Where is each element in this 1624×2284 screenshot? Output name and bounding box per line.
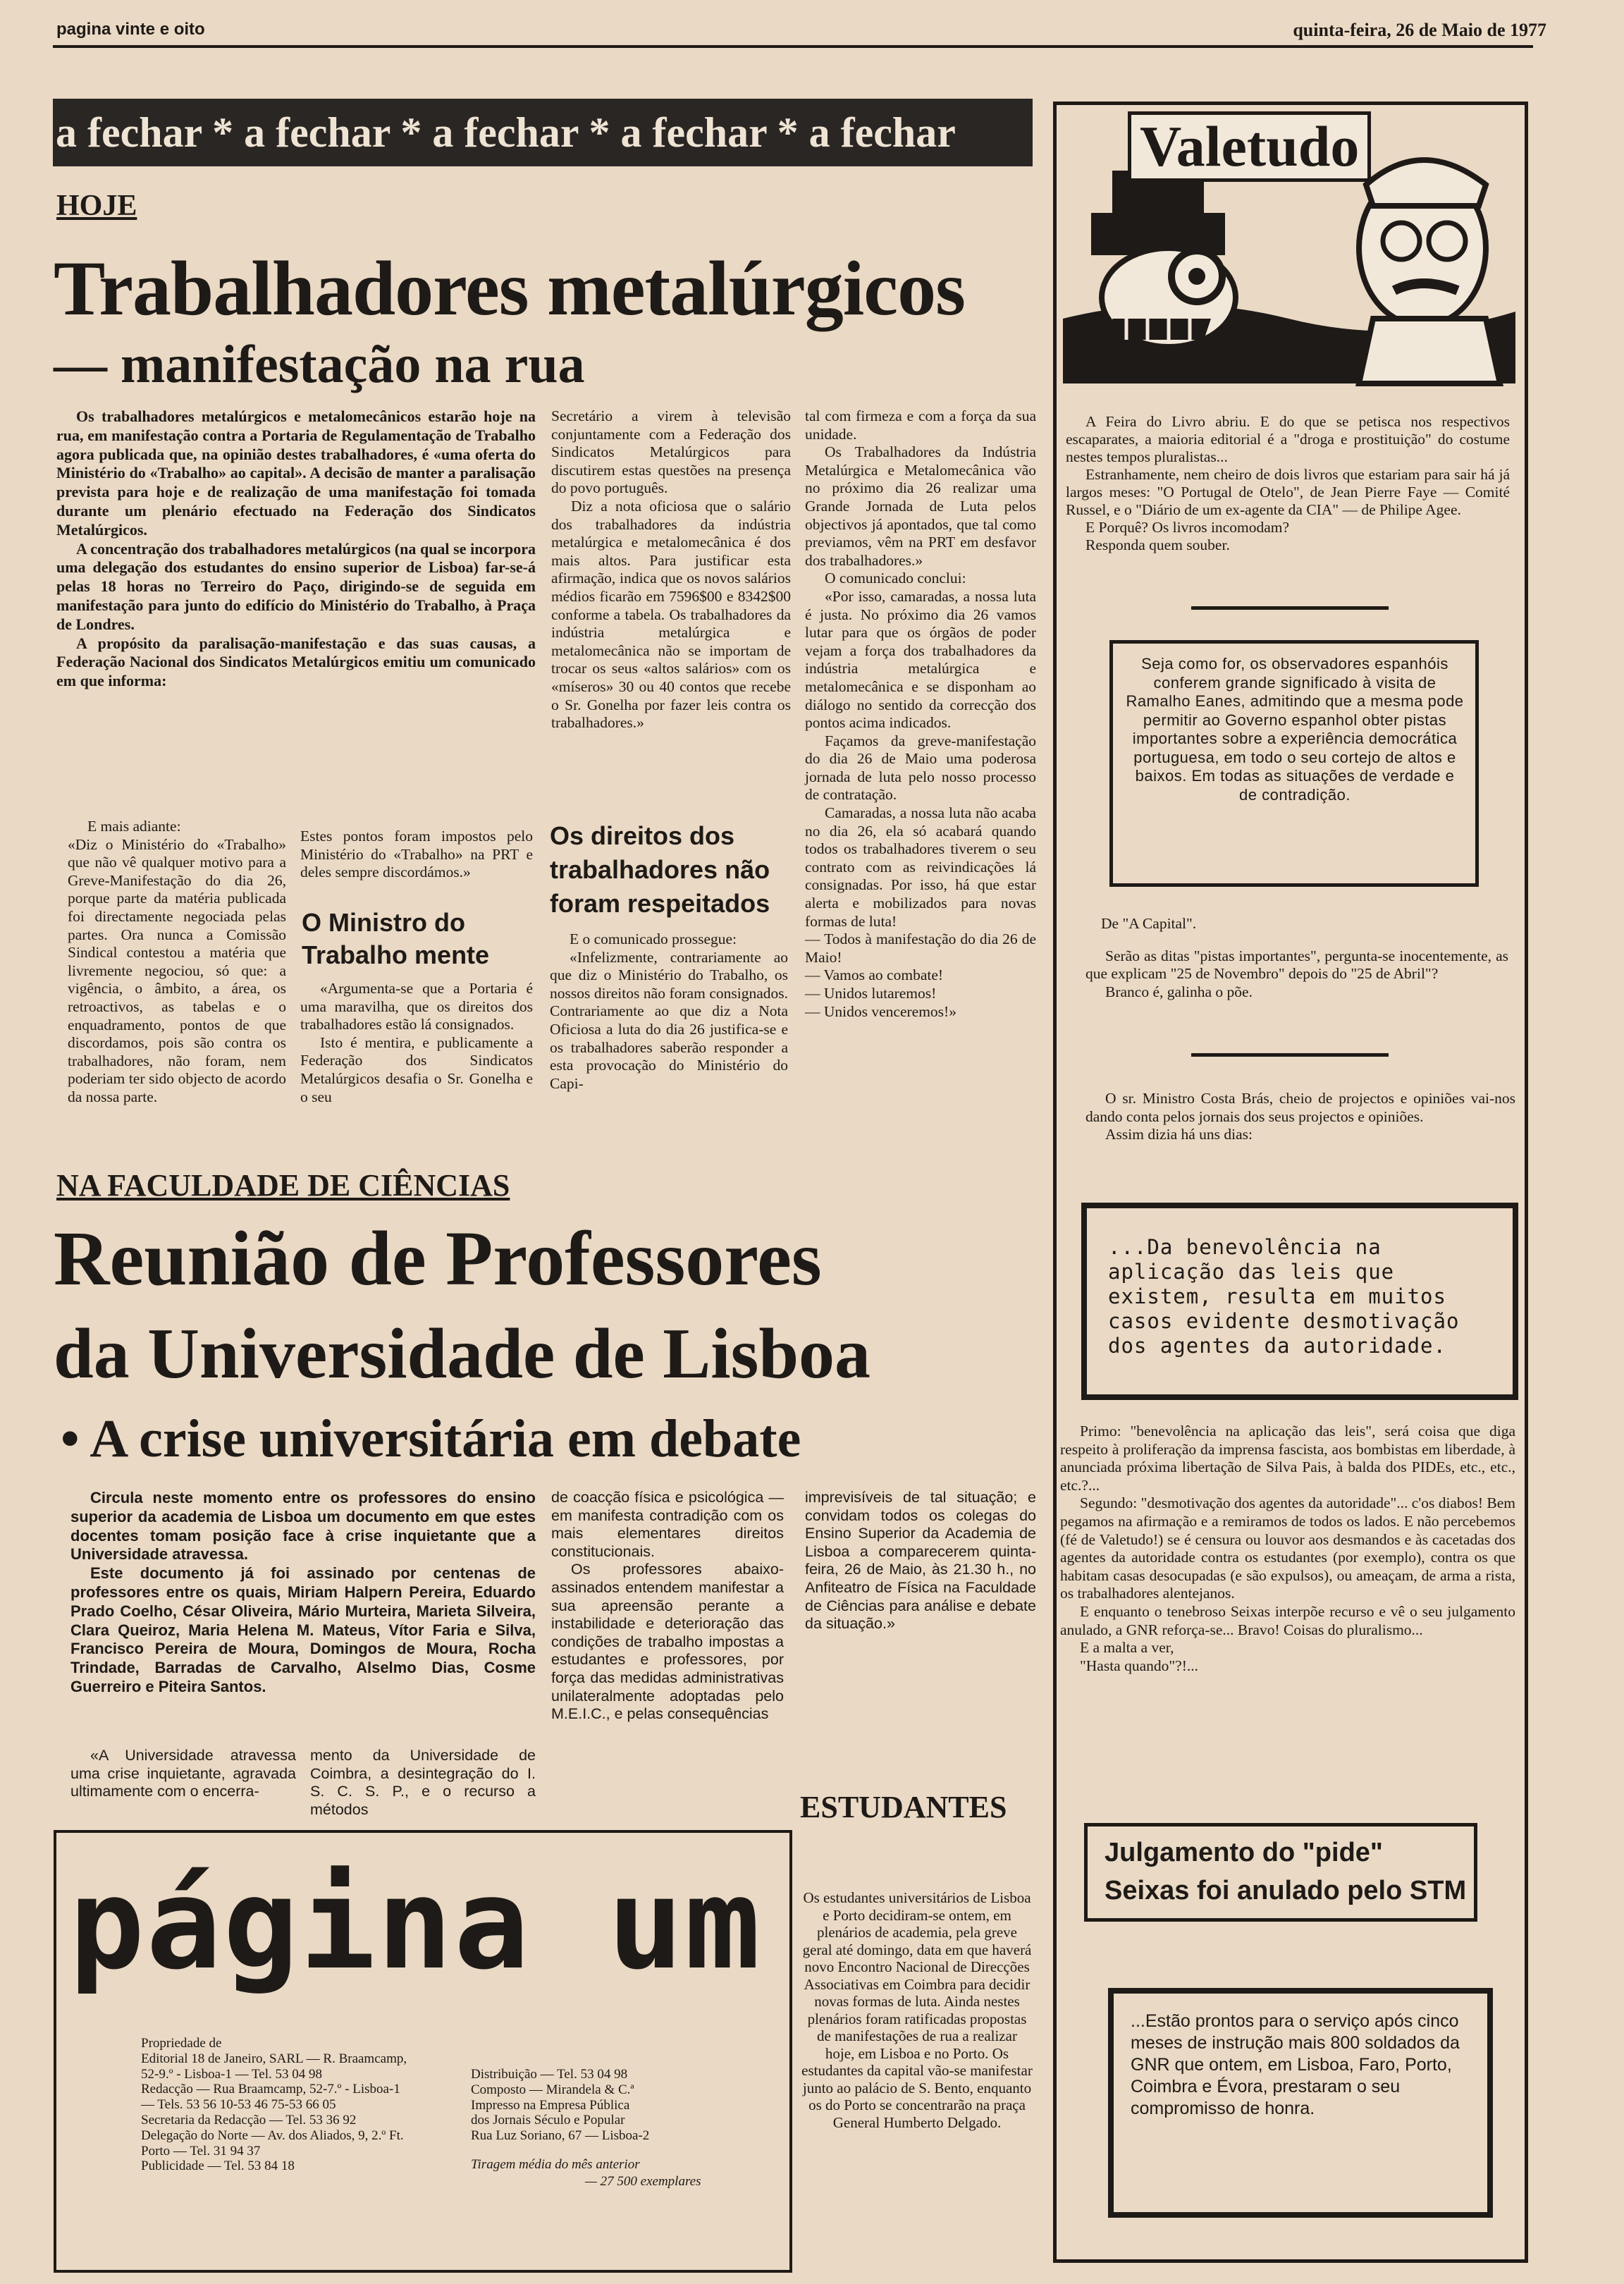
estudantes-body: Os estudantes universitários de Lisboa e Porto decidiram-se ontem, em plenários de academia, pela greve geral até domingo, data em que haverá novo Encontro Nacional de Direcções Associativas em Coimbra para decidir novas formas de luta. Ainda nestes plenários foram ratificadas propostas de manifestações de rua a realizar hoje, em Lisboa e no Porto. Os estudantes da capital vão-se manifestar junto ao palácio de S. Bento, enquanto os do Porto se concentrarão na praça General Humberto Delgado. (801, 1889, 1033, 2131)
valetudo-rule-2 (1191, 1053, 1389, 1057)
valetudo-p4: Primo: "benevolência na aplicação das leis", será coisa que diga respeito à proliferação da imprensa fascista, aos bombistas em liberdade, à anunciada próxima libertação de Silva Pais, à balda dos PIDEs, etc., etc., etc.?... Segundo: "desmotivação dos agentes da autoridade"... c'os diabos! Bem pegamos na afirmação e a remiramos de todos os lados. E não percebemos (fé de Valetudo!) se é censura ou louvor aos desmandos e às cacetadas dos agentes da autoridade contra os estudantes (por exemplo), contra os que habitam casas desocupadas (e são expulsos), ou ameaçam, de arma a rista, os trabalhadores alentejanos. E enquanto o tenebroso Seixas interpõe recurso e vê o seu julgamento anulado, a GNR reforça-se... Bravo! Coisas do pluralismo... E a malta a ver, "Hasta quando"?!... (1060, 1423, 1515, 1674)
ciencias-headline-3: • A crise universitária em debate (61, 1409, 801, 1468)
metal-subcol2-bottom: «Argumenta-se que a Portaria é uma maravilha, que os direitos dos trabalhadores estão lá consignados. Isto é mentira, e publicamente a Federação dos Sindicatos Metalúrgicos desafia o Sr. Gonelha e o seu (300, 980, 533, 1105)
fechar-banner-text: a fechar * a fechar * a fechar * a fechar * a fechar (56, 109, 956, 156)
page-label: pagina vinte e oito (56, 20, 205, 39)
valetudo-rule-1 (1191, 606, 1389, 610)
valetudo-p1: A Feira do Livro abriu. E do que se petisca nos respectivos escaparates, a maioria editorial é a "droga e prostituição" do costume nestes tempos pluralistas... Estranhamente, nem cheiro de dois livros que estariam para sair há já largos meses: "O Portugal de Otelo", de Jean Pierre Faye — Comité Russel, e o "Diário de um ex-agente da CIA" — de Philipe Agee. E Porquê? Os livros incomodam? Responda quem souber. (1066, 413, 1510, 553)
subhead-direitos: Os direitos dos trabalhadores não foram respeitados (550, 821, 770, 918)
pide-headline-box (1084, 1823, 1477, 1922)
valetudo-title: Valetudo (1128, 111, 1371, 182)
quote-2-text: ...Da benevolência na aplicação das leis que existem, resulta em muitos casos evidente desmotivação dos agentes da autoridade. (1108, 1235, 1460, 1358)
ciencias-col1b: mento da Universidade de Coimbra, a desintegração do I. S. C. S. P., e o recurso a métodos (310, 1747, 536, 1818)
issue-date: quinta-feira, 26 de Maio de 1977 (1293, 20, 1546, 40)
metal-subcol1: E mais adiante: «Diz o Ministério do «Trabalho» que não vê qualquer motivo para a Greve-Manifestação do dia 26, porque parte da matéria publicada foi directamente negociada pelas partes. Ora nunca a Comissão Sindical contestou a matéria que livremente negociou, só que: a vigência, o âmbito, a área, os retroactivos, as tabelas e o enquadramento, pontos de que discordamos, pois são contra os trabalhadores, não foram, nem poderiam ter sido objecto de acordo da nossa parte. (68, 818, 286, 1105)
pide-headline: Julgamento do "pide" Seixas foi anulado pelo STM (1105, 1838, 1467, 1905)
valetudo-p3: O sr. Ministro Costa Brás, cheio de projectos e opiniões vai-nos dando conta pelos jornais dos seus projectos e opiniões. Assim dizia há uns dias: (1085, 1090, 1515, 1143)
ciencias-col2: de coacção física e psicológica — em manifesta contradição com os mais elementares direitos constitucionais. Os professores abaixo-assinados entendem manifestar a sua apreensão perante a instabilidade e deterioração das condições de trabalho impostas a estudantes e professores, por força das medidas administrativas unilateralmente adoptadas pelo M.E.I.C., e pelas consequências (551, 1489, 784, 1723)
masthead-right: Distribuição — Tel. 53 04 98 Composto — Mirandela & C.ª Impresso na Empresa Pública dos Jornais Século e Popular Rua Luz Soriano, 67 — Lisboa-2 (471, 2067, 650, 2144)
metal-subheadline: — manifestação na rua (54, 335, 585, 394)
quote-box-3 (1108, 1988, 1493, 2218)
valetudo-p2: De "A Capital". Serão as ditas "pistas importantes", pergunta-se inocentemente, as que explicam "25 de Novembro" depois do "25 de Abril"? Branco é, galinha o põe. (1085, 915, 1508, 1000)
metal-col1: Os trabalhadores metalúrgicos e metalomecânicos estarão hoje na rua, em manifestação contra a Portaria de Regulamentação de Trabalho agora publicada que, na opinião destes trabalhadores, é «uma oferta do Ministério do «Trabalho» ao capital». A decisão de manter a paralisação prevista para hoje e de realização de uma manifestação foi tomada durante um plenário efectuado na Federação dos Sindicatos Metalúrgicos. A concentração dos trabalhadores metalúrgicos (na qual se incorpora uma delegação dos estudantes do ensino superior de Lisboa) far-se-á pelas 18 horas no Terreiro do Paço, dirigindo-se de seguida em manifestação para junto do edifício do Ministério do Trabalho, à Praça de Londres. A propósito da paralisação-manifestação e das suas causas, a Federação Nacional dos Sindicatos Metalúrgicos emitiu um comunicado em que informa: (56, 407, 536, 690)
ciencias-col3: imprevisíveis de tal situação; e convidam todos os colegas do Ensino Superior da Academia de Lisboa a comparecerem quinta-feira, 26 de Maio, às 21.30 h., no Anfiteatro de Física na Faculdade de Ciências para análise e debate da situação.» (805, 1489, 1036, 1633)
quote-box-2 (1081, 1203, 1518, 1400)
ciencias-kicker: NA FACULDADE DE CIÊNCIAS (56, 1168, 510, 1203)
header-rule (53, 45, 1533, 48)
metal-col3: tal com firmeza e com a força da sua unidade. Os Trabalhadores da Indústria Metalúrgica e Metalomecânica vão no próximo dia 26 realizar uma Grande Jornada de Luta pelos objectivos já apontados, que tal como previamos, vêm na PRT em desfavor dos trabalhadores.» O comunicado conclui: «Por isso, camaradas, a nossa luta é justa. No próximo dia 26 vamos lutar para que os órgãos de poder vejam a força dos trabalhadores da indústria metalúrgica e metalomecânica e se disponham ao diálogo no sentido da correcção dos pontos acima indicados. Façamos da greve-manifestação do dia 26 de Maio uma poderosa jornada de luta pelo nosso processo de contratação. Camaradas, a nossa luta não acaba no dia 26, ela só acabará quando todos os trabalhadores tiverem o seu contrato com as reivindicações lá consignadas. Por isso, há que estar alerta e mobilizados para novas formas de luta! — Todos à manifestação do dia 26 de Maio! — Vamos ao combate! — Unidos lutaremos! — Unidos venceremos!» (805, 407, 1036, 1020)
tiragem-value: — 27 500 exemplares (585, 2174, 701, 2189)
ciencias-col1: Circula neste momento entre os professores do ensino superior da academia de Lisboa um documento em que estes docentes tomam posição face à crise inquietante que a Universidade atravessa. Este documento já foi assinado por centenas de professores entre os quais, Miriam Halpern Pereira, Eduardo Prado Coelho, César Oliveira, Mário Murteira, Marieta Silveira, Clara Queiroz, Maria Helena M. Mateus, Vítor Faria e Silva, Francisco Pereira de Moura, Domingos de Moura, Rocha Trindade, Barradas de Carvalho, Alselmo Dias, Cosme Guerreiro e Piteira Santos. (70, 1489, 536, 1695)
masthead-left: Propriedade de Editorial 18 de Janeiro, SARL — R. Braamcamp, 52-9.º - Lisboa-1 — Tel. 53 04 98 Redacção — Rua Braamcamp, 52-7.º - Lisboa-1 — Tels. 53 56 10-53 46 75-53 66 05 Secretaria da Redacção — Tel. 53 36 92 Delegação do Norte — Av. dos Aliados, 9, 2.º Ft. Porto — Tel. 31 94 37 Publicidade — Tel. 53 84 18 (141, 2036, 407, 2174)
metal-subcol2-top: Estes pontos foram impostos pelo Ministério do «Trabalho» na PRT e deles sempre discordámos.» (300, 828, 533, 881)
tiragem-label: Tiragem média do mês anterior (471, 2157, 640, 2172)
ciencias-headline-1: Reunião de Professores (54, 1215, 822, 1301)
quote-1-text: Seja como for, os observadores espanhóis conferem grande significado à visita de Ramalho Eanes, admitindo que a mesma pode permitir ao Governo espanhol obter pistas importantes sobre a experiência democrática portuguesa, em todo o seu cortejo de altos e baixos. Em todas as situações de verdade e de contradição. (1126, 655, 1464, 804)
ciencias-headline-2: da Universidade de Lisboa (54, 1314, 871, 1394)
metal-subcol3: E o comunicado prossegue: «Infelizmente, contrariamente ao que diz o Ministério do Trabalho, os nossos direitos não foram consignados. Contrariamente ao que diz a Nota Oficiosa a luta do dia 26 justifica-se e os trabalhadores saberão responder a esta provocação do Ministério do Capi- (550, 931, 788, 1092)
quote-box-1 (1109, 640, 1479, 887)
metal-kicker: HOJE (56, 190, 137, 222)
fechar-banner (53, 99, 1033, 166)
metal-col2: Secretário a virem à televisão conjuntamente com a Federação dos Sindicatos Metalúrgicos para discutirem estas questões na presença do povo português. Diz a nota oficiosa que o salário dos trabalhadores da indústria metalúrgica e metalomecânica é dos mais altos. Para justificar esta afirmação, indica que os novos salários médios ficarão em 7596$00 e 8342$00 conforme a tabela. Os trabalhadores da indústria metalúrgica e metalomecânica não se importam de trocar os seus «altos salários» com os «míseros» 30 ou 40 contos que recebe o Sr. Gonelha por fazer leis contra os trabalhadores.» (551, 407, 791, 732)
quote-3-text: ...Estão prontos para o serviço após cinco meses de instrução mais 800 soldados da GNR que ontem, em Lisboa, Faro, Porto, Coimbra e Évora, prestaram o seu compromisso de honra. (1131, 2011, 1460, 2118)
metal-headline: Trabalhadores metalúrgicos (54, 245, 965, 331)
masthead-logo: página um (69, 1851, 762, 1997)
ciencias-col1a: «A Universidade atravessa uma crise inquietante, agravada ultimamente com o encerra- (70, 1747, 296, 1800)
masthead-box (54, 1830, 792, 2273)
subhead-ministro: O Ministro do Trabalho mente (302, 908, 490, 969)
estudantes-heading: ESTUDANTES (800, 1790, 1007, 1824)
